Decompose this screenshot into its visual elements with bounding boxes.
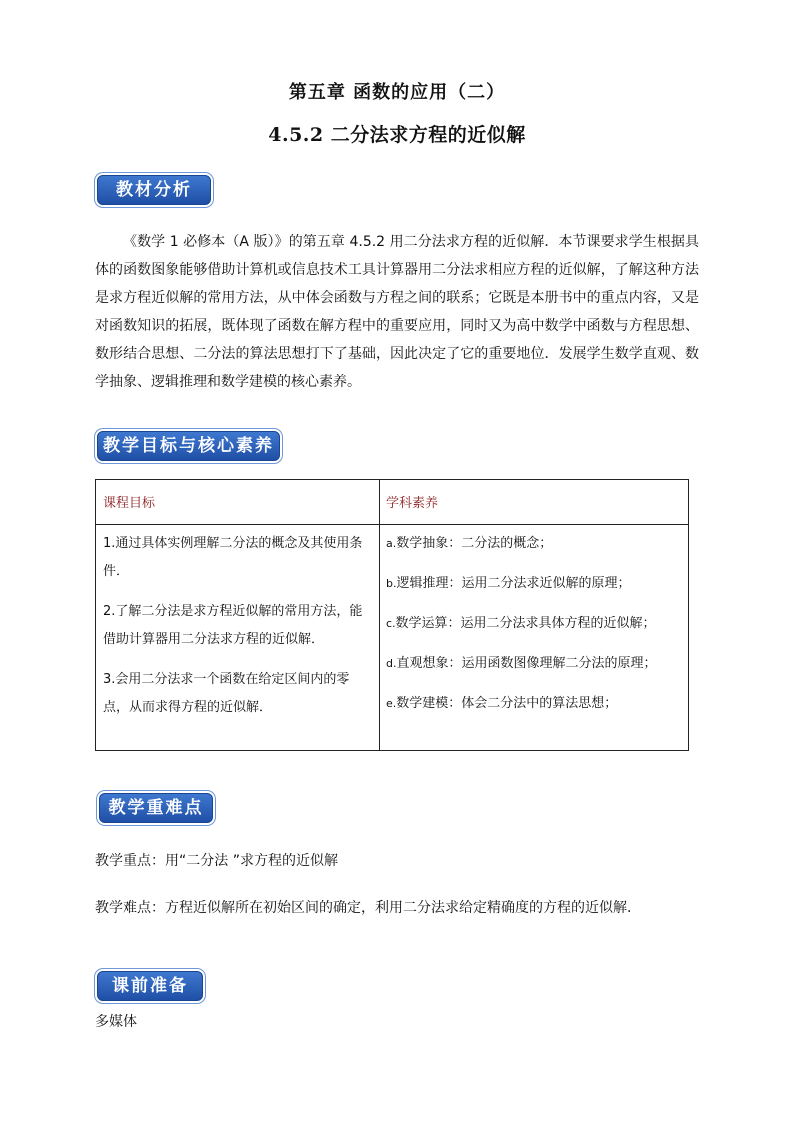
literacy-item [386, 524, 686, 564]
difficulty-text: 教学难点：方程近似解所在初始区间的确定，利用二分法求给定精确度的方程的近似解. [95, 900, 632, 916]
objective-item: 2.了解二分法是求方程近似解的常用方法，能借助计算器用二分法求方程的近似解． [103, 604, 363, 647]
chapter-title: 第五章 函数的应用（二） [288, 82, 506, 103]
section-tag-goals: 教学目标与核心素养 [97, 431, 280, 461]
analysis-paragraph: 《数学 1 必修本（A 版）》的第五章 4.5.2 用二分法求方程的近似解．本节课要求学生根据具体的函数图象能够借助计算机或信息技术工具计算器用二分法求相应方程的近似解，了解这种方法是求方程近似解的常用方法，从中体会函数与方程之间的联系；它既是本册书中的重点内容，又是对函数知识的拓展，既体现了函数在解方程中的重要应用，同时又为高中数学中函数与方程思想、数形结合思想、二分法的算法思想打下了基础，因此决定了它的重要地位．发展学生数学直观、数学抽象、逻辑推理和数学建模的核心素养。 [95, 234, 699, 390]
goals-table [95, 479, 689, 751]
section-title: 4.5.2 二分法求方程的近似解 [268, 124, 526, 146]
literacy-item [386, 604, 686, 644]
literacy-label: b. [386, 577, 397, 590]
literacy-label: d. [386, 657, 397, 670]
literacy-item [386, 684, 686, 724]
literacy-item [386, 564, 686, 604]
literacy-item [386, 644, 686, 684]
literacy-text: 逻辑推理：运用二分法求近似解的原理； [396, 576, 631, 591]
section-tag-preparation: 课前准备 [97, 971, 203, 1001]
literacy-label: e. [386, 697, 397, 710]
course-objectives-cell [103, 530, 373, 734]
table-column-divider [379, 480, 380, 750]
objective-item: 3.会用二分法求一个函数在给定区间内的零点，从而求得方程的近似解． [103, 672, 350, 715]
literacy-text: 数学抽象：二分法的概念； [396, 536, 553, 551]
header-subject-literacy: 学科素养 [386, 496, 439, 511]
literacy-text: 直观想象：运用函数图像理解二分法的原理； [396, 656, 657, 671]
literacy-text: 数学建模：体会二分法中的算法思想； [396, 696, 618, 711]
header-course-objectives: 课程目标 [103, 496, 156, 511]
section-tag-keypoints: 教学重难点 [99, 793, 213, 823]
literacy-label: c. [386, 617, 396, 630]
literacy-text: 数学运算：运用二分法求具体方程的近似解； [395, 616, 656, 631]
subject-literacy-cell [386, 524, 686, 724]
section-tag-analysis: 教材分析 [97, 175, 211, 205]
key-point-text: 教学重点：用“二分法 ”求方程的近似解 [95, 853, 338, 869]
preparation-text: 多媒体 [95, 1014, 137, 1030]
objective-item: 1.通过具体实例理解二分法的概念及其使用条件． [103, 536, 363, 579]
literacy-label: a. [386, 537, 397, 550]
